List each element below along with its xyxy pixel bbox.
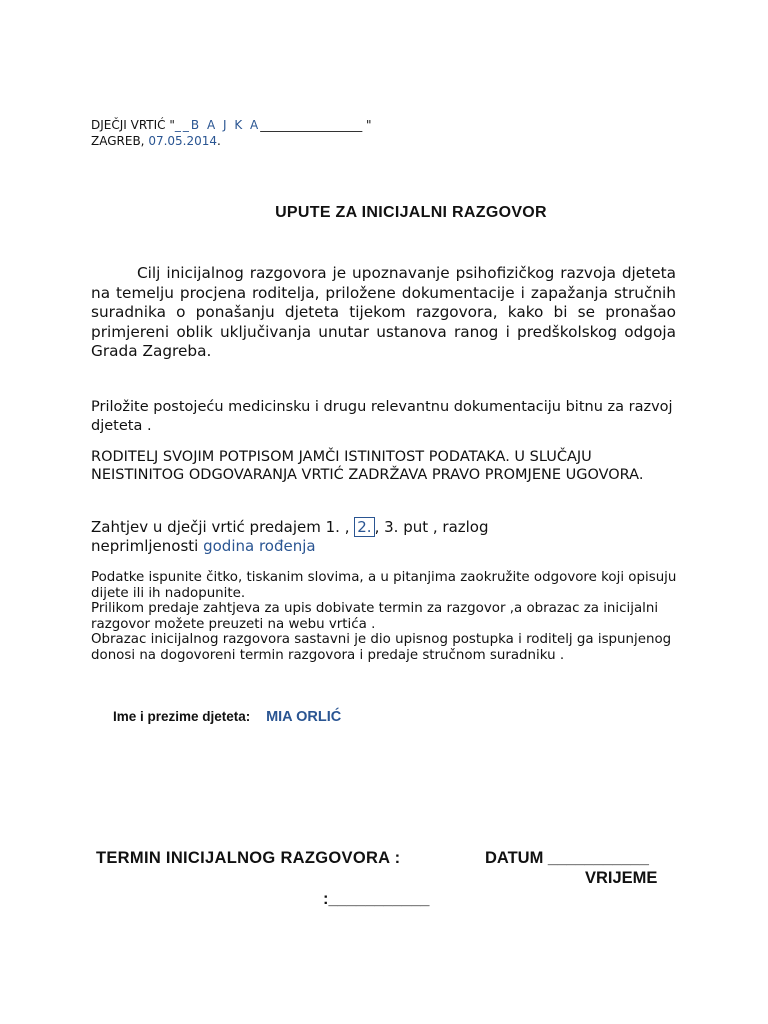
instruction-item: Podatke ispunite čitko, tiskanim slovima, a u pitanjima zaokružite odgovore koji opisuju dijete ili ih nadopunite. (91, 570, 677, 601)
city: ZAGREB, (91, 134, 149, 148)
child-name-row (113, 709, 341, 725)
instruction-item: Prilikom predaje zahtjeva za upis dobivate termin za razgovor ,a obrazac za inicijalni razgovor možete preuzeti na webu vrtića . (91, 601, 659, 632)
instructions-block (91, 570, 691, 663)
kindergarten-name: __B A J K A (174, 118, 261, 132)
purpose-paragraph: Cilj inicijalnog razgovora je upoznavanje psihofizičkog razvoja djeteta na temelju procjena roditelja, priložene dokumentacije i zapažanja stručnih suradnika o ponašanju djeteta tijekom razgovora, kako bi se pronašao primjereni oblik uključivanja unutar ustanova ranog i predškolskog odgoja Grada Zagreba. (91, 264, 676, 360)
interview-time-field[interactable]: :___________ (323, 890, 430, 908)
interview-term-label: TERMIN INICIJALNOG RAZGOVORA : (96, 849, 401, 867)
document-date: 07.05.2014 (148, 134, 218, 148)
date-suffix: . (217, 134, 221, 148)
request-paragraph (91, 518, 691, 555)
documentation-paragraph: Priložite postojeću medicinsku i drugu relevantnu dokumentaciju bitnu za razvoj djeteta . (91, 399, 673, 434)
page-title: UPUTE ZA INICIJALNI RAZGOVOR (275, 204, 547, 221)
interview-time-label: VRIJEME (585, 869, 658, 887)
document-header (91, 117, 372, 149)
request-prefix: Zahtjev u dječji vrtić predajem 1. , (91, 518, 350, 536)
page-title-wrap (0, 204, 768, 222)
kindergarten-suffix: _________________ " (260, 118, 372, 132)
instruction-item: Obrazac inicijalnog razgovora sastavni je dio upisnog postupka i roditelj ga ispunjenog donosi na dogovoreni termin razgovora i predaje stručnom suradniku . (91, 632, 672, 663)
place-date-line (91, 133, 372, 149)
child-name-label: Ime i prezime djeteta: (113, 709, 251, 724)
reason-label: neprimljenosti (91, 536, 204, 555)
interview-date-field[interactable]: DATUM ___________ (485, 849, 649, 867)
kindergarten-line (91, 117, 372, 133)
request-selected-count[interactable]: 2. (354, 517, 374, 537)
reason-value[interactable]: godina rođenja (203, 536, 316, 555)
guarantee-paragraph: RODITELJ SVOJIM POTPISOM JAMČI ISTINITOST PODATAKA. U SLUČAJU NEISTINITOG ODGOVARANJA VRTIĆ ZADRŽAVA PRAVO PROMJENE UGOVORA. (91, 449, 644, 483)
child-name-value[interactable]: MIA ORLIĆ (266, 709, 342, 725)
request-suffix: , 3. put , razlog (374, 518, 489, 536)
kindergarten-prefix: DJEČJI VRTIĆ " (91, 118, 175, 132)
